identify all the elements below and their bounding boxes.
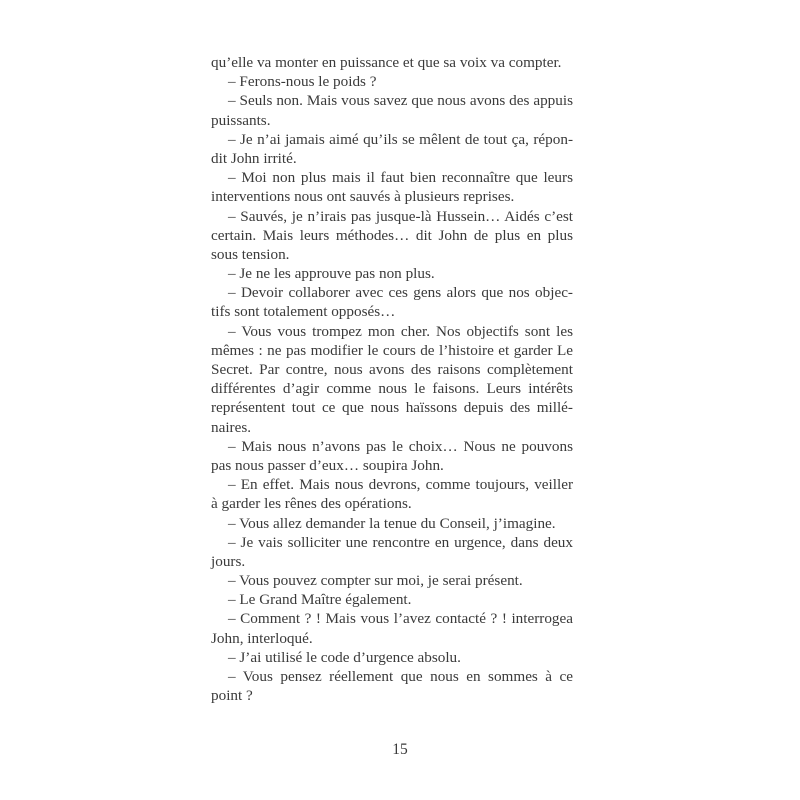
- text-line: – Vous vous trompez mon cher. Nos objectifs sont les: [228, 322, 573, 340]
- text-line: certain. Mais leurs méthodes… dit John de plus en plus: [211, 226, 573, 244]
- text-line: John, interloqué.: [211, 629, 313, 647]
- text-line: – Vous pensez réellement que nous en sommes à ce: [228, 668, 573, 685]
- text-line: sous tension.: [211, 245, 290, 263]
- text-line: – J’ai utilisé le code d’urgence absolu.: [228, 648, 461, 666]
- text-line: Secret. Par contre, nous avons des raisons complètement: [211, 361, 573, 378]
- text-line: – Je n’ai jamais aimé qu’ils se mêlent de tout ça, répon-: [228, 130, 573, 148]
- text-line: jours.: [211, 552, 246, 570]
- body-text: [211, 53, 573, 705]
- text-line: – Mais nous n’avons pas le choix… Nous ne pouvons: [228, 437, 573, 455]
- text-line: interventions nous ont sauvés à plusieurs reprises.: [211, 188, 515, 206]
- text-line: différentes d’agir comme nous le faisons. Leurs intérêts: [211, 380, 573, 398]
- text-line: – Sauvés, je n’irais pas jusque-là Hussein… Aidés c’est: [228, 207, 573, 225]
- text-line: pas nous passer d’eux… soupira John.: [211, 456, 444, 474]
- text-line: – Moi non plus mais il faut bien reconnaître que leurs: [228, 169, 573, 187]
- text-line: dit John irrité.: [211, 149, 297, 167]
- text-line: tifs sont totalement opposés…: [211, 303, 396, 321]
- text-line: – Ferons-nous le poids ?: [228, 73, 377, 91]
- text-line: – Seuls non. Mais vous savez que nous avons des appuis: [228, 92, 573, 110]
- text-line: – Je vais solliciter une rencontre en urgence, dans deux: [228, 533, 573, 551]
- text-line: – En effet. Mais nous devrons, comme toujours, veiller: [228, 476, 573, 494]
- text-line: – Comment ? ! Mais vous l’avez contacté ? ! interrogea: [228, 610, 573, 628]
- text-line: représentent tout ce que nous haïssons depuis des millé-: [211, 399, 573, 417]
- text-line: puissants.: [211, 111, 271, 129]
- text-line: à garder les rênes des opérations.: [211, 495, 412, 513]
- text-line: naires.: [211, 418, 252, 436]
- text-line: – Devoir collaborer avec ces gens alors que nos objec-: [228, 284, 573, 302]
- text-line: – Vous pouvez compter sur moi, je serai présent.: [228, 572, 523, 590]
- text-line: – Vous allez demander la tenue du Conseil, j’imagine.: [228, 514, 556, 532]
- page-number: 15: [392, 741, 408, 758]
- text-line: – Le Grand Maître également.: [228, 591, 412, 609]
- text-line: qu’elle va monter en puissance et que sa voix va compter.: [211, 54, 562, 71]
- text-line: point ?: [211, 687, 253, 705]
- text-line: – Je ne les approuve pas non plus.: [228, 265, 435, 283]
- text-line: mêmes : ne pas modifier le cours de l’histoire et garder Le: [211, 341, 573, 359]
